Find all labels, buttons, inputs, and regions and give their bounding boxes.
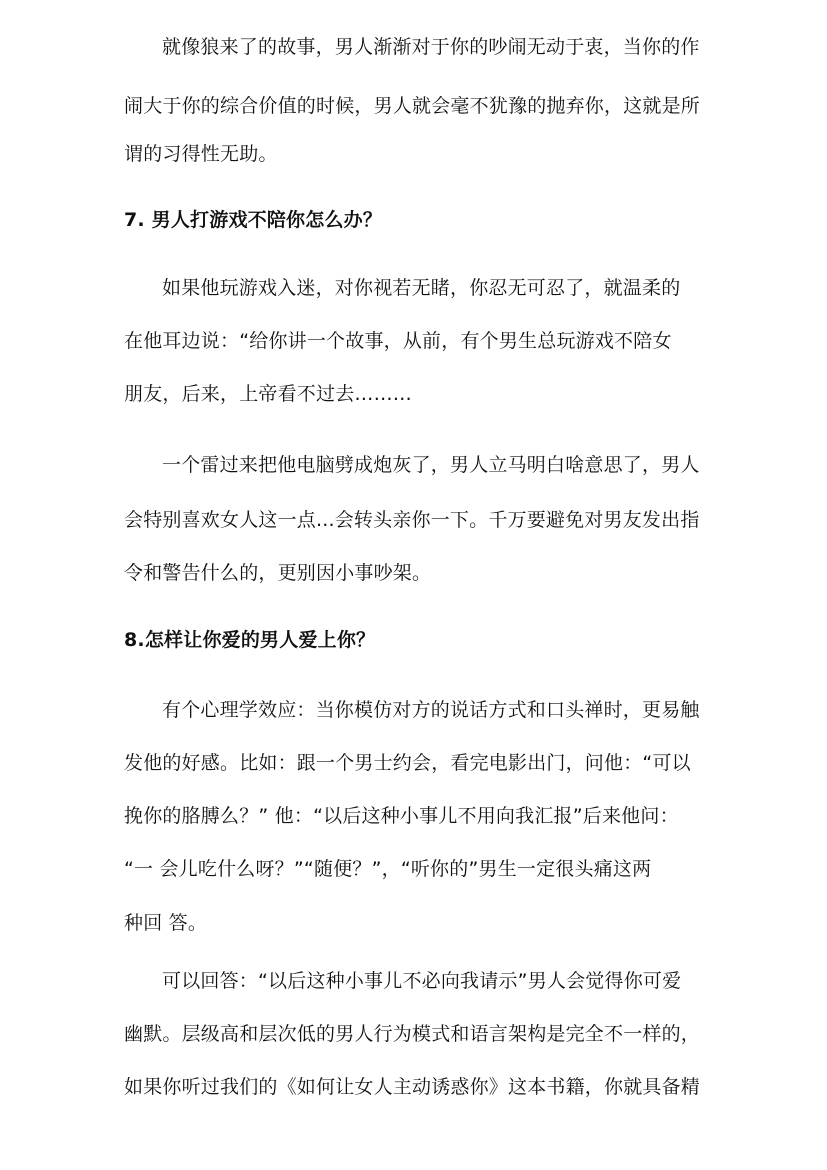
paragraph-line: 朋友，后来，上帝看不过去………: [124, 383, 413, 405]
paragraph-line: 在他耳边说：“给你讲一个故事，从前，有个男生总玩游戏不陪女: [124, 330, 672, 352]
paragraph-line: 可以回答：“以后这种小事儿不必向我请示”男人会觉得你可爱: [162, 970, 682, 992]
paragraph-line: 幽默。层级高和层次低的男人行为模式和语言架构是完全不一样的，: [124, 1023, 701, 1045]
paragraph-line: 如果你听过我们的《如何让女人主动诱惑你》这本书籍，你就具备精: [124, 1076, 701, 1098]
paragraph-line: 会特别喜欢女人这一点...会转头亲你一下。千万要避免对男友发出指: [124, 509, 700, 531]
paragraph-line: 种回 答。: [124, 912, 208, 934]
paragraph-line: 发他的好感。比如：跟一个男士约会，看完电影出门，问他：“可以: [124, 752, 691, 774]
section-heading: 8.怎样让你爱的男人爱上你？: [124, 629, 376, 651]
paragraph-line: 谓的习得性无助。: [124, 143, 278, 165]
paragraph-line: 如果他玩游戏入迷，对你视若无睹，你忍无可忍了，就温柔的: [162, 277, 681, 299]
paragraph-line: 挽你的胳膊么？” 他：“以后这种小事儿不用向我汇报”后来他问：: [124, 805, 679, 827]
paragraph-line: 闹大于你的综合价值的时候，男人就会毫不犹豫的抛弃你，这就是所: [124, 95, 701, 117]
paragraph-line: 有个心理学效应：当你模仿对方的说话方式和口头禅时，更易触: [162, 699, 700, 721]
paragraph-line: “一 会儿吃什么呀？”“随便？”，“听你的”男生一定很头痛这两: [124, 858, 652, 880]
paragraph-line: 一个雷过来把他电脑劈成炮灰了，男人立马明白啥意思了，男人: [162, 454, 700, 476]
section-heading: 7. 男人打游戏不陪你怎么办？: [124, 209, 383, 231]
paragraph-line: 令和警告什么的，更别因小事吵架。: [124, 562, 432, 584]
paragraph-line: 就像狼来了的故事，男人渐渐对于你的吵闹无动于衷，当你的作: [162, 36, 700, 58]
